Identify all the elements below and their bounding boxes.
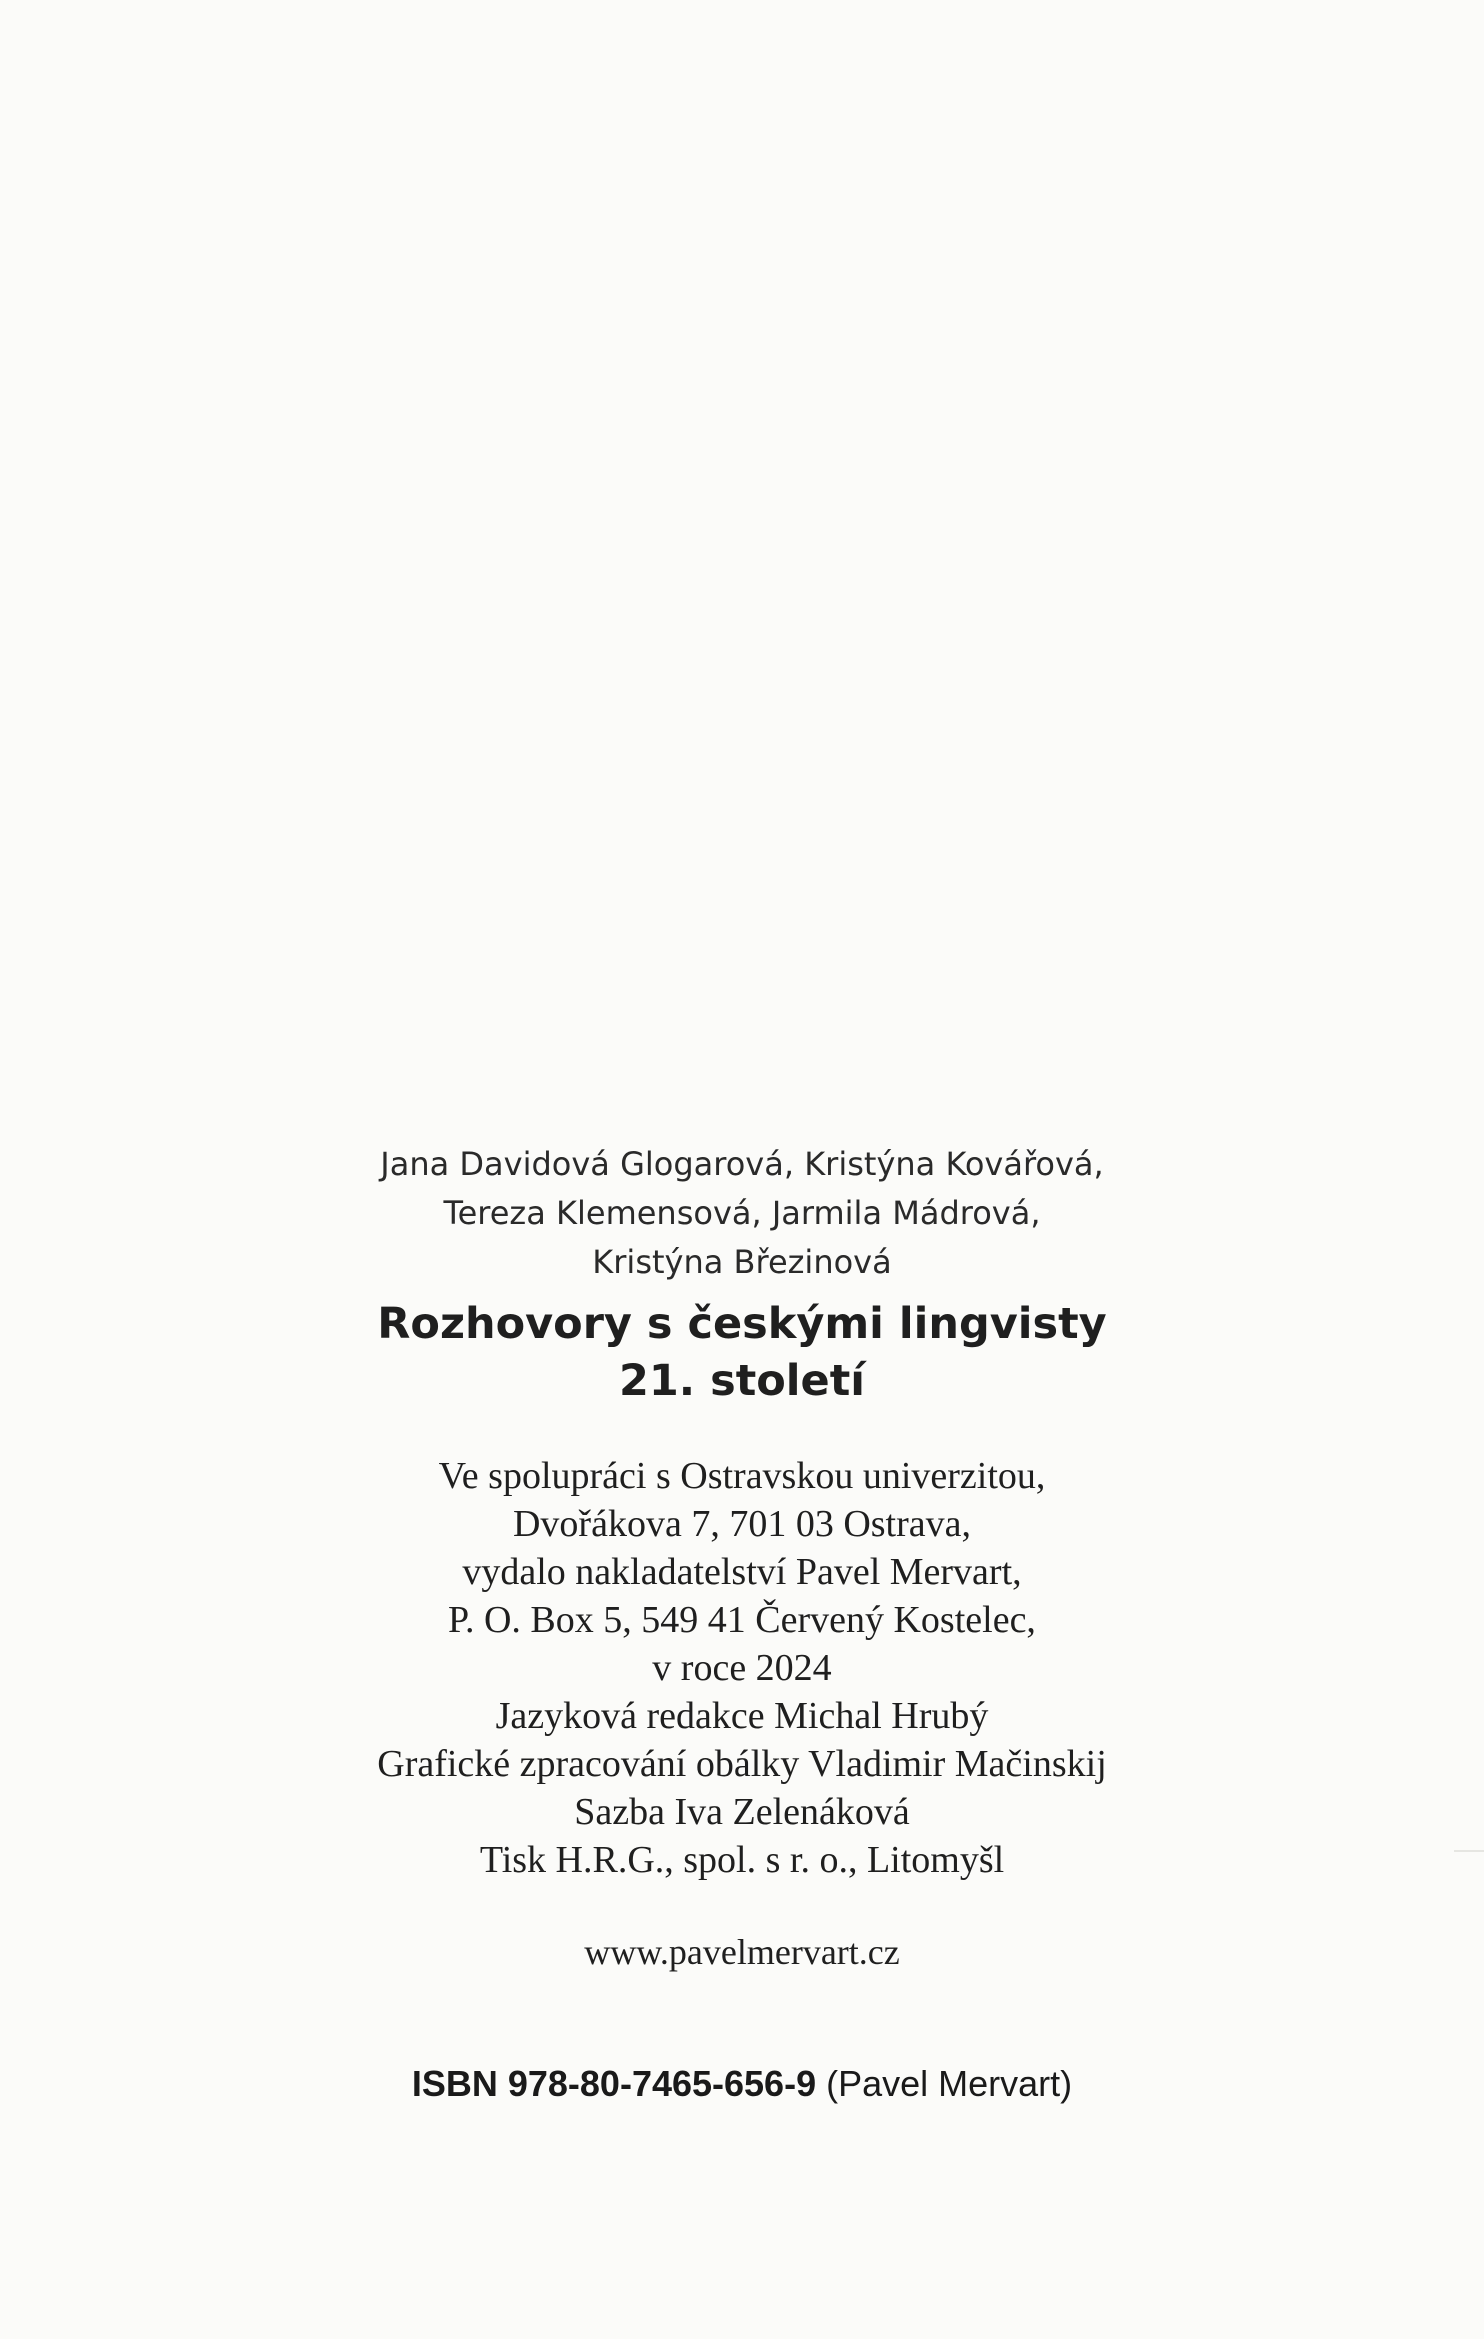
author-line: Jana Davidová Glogarová, Kristýna Kovářová,: [380, 1145, 1104, 1183]
imprint-line: Tisk H.R.G., spol. s r. o., Litomyšl: [479, 1839, 1005, 1881]
imprint-line: Grafické zpracování obálky Vladimir Mačinskij: [377, 1743, 1107, 1785]
isbn-number: ISBN 978-80-7465-656-9: [411, 2063, 817, 2104]
imprint-line: Dvořákova 7, 701 03 Ostrava,: [512, 1503, 971, 1545]
imprint-block: [0, 1452, 1484, 1884]
page-edge-mark: [1454, 1850, 1484, 1852]
authors-block: [0, 1140, 1484, 1287]
isbn-line: [0, 2060, 1484, 2108]
colophon-block: [0, 1140, 1484, 2108]
book-title: [0, 1296, 1484, 1410]
imprint-line: P. O. Box 5, 549 41 Červený Kostelec,: [448, 1599, 1036, 1641]
imprint-line: v roce 2024: [652, 1647, 832, 1689]
imprint-line: Jazyková redakce Michal Hrubý: [495, 1695, 989, 1737]
author-line: Kristýna Březinová: [592, 1243, 892, 1281]
publisher-website: www.pavelmervart.cz: [584, 1932, 900, 1972]
isbn-publisher: (Pavel Mervart): [826, 2063, 1073, 2104]
imprint-line: vydalo nakladatelství Pavel Mervart,: [462, 1551, 1022, 1593]
imprint-line: Ve spolupráci s Ostravskou univerzitou,: [438, 1455, 1046, 1497]
imprint-line: Sazba Iva Zelenáková: [574, 1791, 910, 1833]
author-line: Tereza Klemensová, Jarmila Mádrová,: [443, 1194, 1041, 1232]
title-line: Rozhovory s českými lingvisty: [377, 1299, 1107, 1349]
title-line: 21. století: [618, 1356, 866, 1406]
